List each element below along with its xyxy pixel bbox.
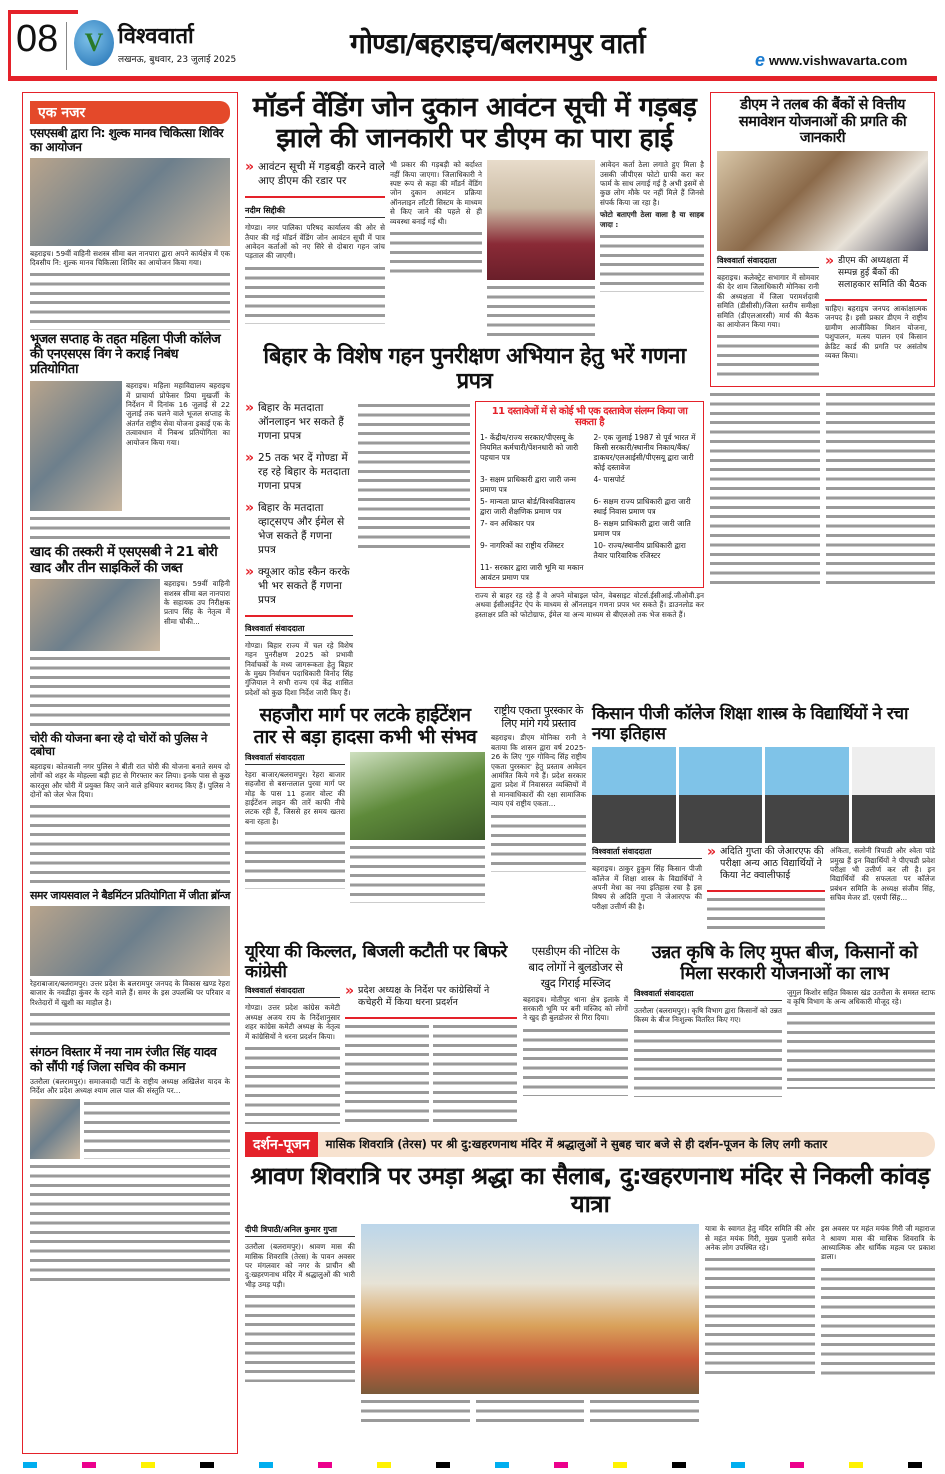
student-photo bbox=[852, 747, 936, 843]
text-lines bbox=[476, 1397, 585, 1425]
text-lines bbox=[717, 332, 819, 382]
documents-list bbox=[480, 433, 699, 583]
box-title: 11 दस्तावेजों में से कोई भी एक दस्तावेज संलग्न किया जा सकता है bbox=[491, 405, 688, 429]
document-item: 8- सक्षम प्राधिकारी द्वारा जारी जाति प्रमाण पत्र bbox=[593, 518, 691, 538]
bullet-point: » अदिति गुप्ता की जेआरएफ की परीक्षा अन्य आठ विद्यार्थियों ने किया नेट क्वालीफाई bbox=[707, 844, 824, 882]
camp-photo bbox=[30, 158, 230, 246]
bullet-point: » प्रदेश अध्यक्ष के निर्देश पर कांग्रेसियों ने कचेहरी में किया धरना प्रदर्शन bbox=[345, 985, 517, 1009]
headline bbox=[634, 943, 935, 984]
headline-line: उन्नत कृषि के लिए मुफ्त बीज, किसानों को bbox=[651, 942, 918, 964]
headline: यूरिया की किल्लत, बिजली कटौती पर बिफरे कांग्रेसी bbox=[245, 942, 507, 982]
document-item: 10- राज्य/स्थानीय प्राधिकारी द्वारा तैयार पारिवारिक रजिस्टर bbox=[593, 540, 686, 560]
text-lines bbox=[30, 654, 230, 729]
document-item: 6- सक्षम राज्य प्राधिकारी द्वारा जारी स्थाई निवास प्रमाण पत्र bbox=[593, 496, 691, 516]
article-text: उतरौला (बलरामपुर)। समाजवादी पार्टी के राष्ट्रीय अध्यक्ष अखिलेश यादव के निर्देश और प्रदेश अध्यक्ष श्याम लाल पाल की संस्तुति पर... bbox=[30, 1076, 230, 1096]
text-lines bbox=[600, 232, 704, 292]
masthead-divider bbox=[8, 76, 937, 81]
bullet-text: प्रदेश अध्यक्ष के निर्देश पर कांग्रेसियों ने कचेहरी में किया धरना प्रदर्शन bbox=[358, 985, 490, 1009]
bullet-text: बिहार के मतदाता व्हाट्सएप और ईमेल से भेज सकते हैं गणना प्रपत्र bbox=[258, 501, 345, 556]
section-tag: एक नजर bbox=[30, 101, 230, 124]
bullet-text: क्यूआर कोड स्कैन करके भी भर सकते हैं गणना प्रपत्र bbox=[258, 565, 350, 606]
dateline: लखनऊ, बुधवार, 23 जुलाई 2025 bbox=[118, 55, 237, 65]
headline-line: तार से बड़ा हादसा कभी भी संभव bbox=[253, 725, 477, 748]
article-text: रेहरा बाजार/बलरामपुर। रेहरा बाजार सहजौरा से बसन्तलाल पुरवा मार्ग पर मोड़ के पास 11 हजार वोल्ट की हाईटेंशन लाइन की तारें काफी नीचे लटक रही हैं, जिससे हर समय खतरा बना रहता है। bbox=[245, 769, 345, 826]
main-area bbox=[245, 92, 935, 1425]
bullet-point: » 25 तक भर दें गोण्डा में रह रहे बिहार के मतदाता गणना प्रपत्र bbox=[245, 451, 353, 493]
headline: चोरी की योजना बना रहे दो चोरों को पुलिस ने दबोचा bbox=[30, 731, 207, 759]
website-link[interactable] bbox=[755, 50, 907, 71]
headline: डीएम ने तलब की बैंकों से वित्तीय समावेशन योजनाओं की प्रगति की जानकारी bbox=[738, 97, 907, 147]
bullet-text: डीएम की अध्यक्षता में सम्पन्न हुई बैंकों की सलाहकार समिति की बैठक bbox=[838, 256, 927, 291]
headline: भूजल सप्ताह के तहत महिला पीजी कॉलेज की एनएसएस विंग ने कराई निबंध प्रतियोगिता bbox=[30, 332, 221, 378]
headline bbox=[245, 705, 485, 749]
article-text: आवेदन कर्ता ठेला लगाते हुए मिला है उसकी जीपीएस फोटो ग्राफी करा कर फार्म के साथ लगाई गई है अभी इसमें से कुछ लोग मौके पर नहीं मिले हैं जिनसे संपर्क किया जा रहा है। bbox=[600, 160, 704, 207]
text-lines bbox=[30, 1162, 230, 1282]
section-strap bbox=[245, 1132, 935, 1157]
document-item: 11- सरकार द्वारा जारी भूमि या मकान आवंटन प्रमाण पत्र bbox=[480, 562, 584, 582]
article-text: बहराइच। ठाकुर हुकुम सिंह किसान पीजी कॉलेज में शिक्षा शास्त्र के विद्यार्थियों ने अपनी मेधा का नया इतिहास रचा है इस विषय से अदिति गुप्ता ने जेआरएफ की परीक्षा उत्तीर्ण की है। bbox=[592, 864, 702, 911]
bullet-text: 25 तक भर दें गोण्डा में रह रहे बिहार के मतदाता गणना प्रपत्र bbox=[258, 451, 350, 492]
bullet-text: आवंटन सूची में गड़बड़ी करने वाले आए डीएम की रडार पर bbox=[258, 161, 385, 188]
text-lines bbox=[390, 229, 482, 279]
headline: एसडीएम की नोटिस के बाद लोगों ने बुलडोजर से खुद गिराई मस्जिद bbox=[528, 944, 623, 991]
text-lines bbox=[30, 514, 230, 542]
article-text: यात्रा के स्वागत हेतु मंदिर समिति की ओर से महंत मयंक गिरी, मुख्य पुजारी समेत अनेक लोग उपस्थित रहे। bbox=[705, 1224, 815, 1252]
logo-letter: V bbox=[84, 28, 104, 57]
headline: राष्ट्रीय एकता पुरस्कार के लिए मांगे गये प्रस्ताव bbox=[494, 704, 583, 730]
portrait-photo bbox=[30, 1099, 80, 1159]
byline: नदीम सिद्दीकी bbox=[245, 205, 385, 218]
text-lines bbox=[491, 812, 586, 872]
text-lines bbox=[821, 1265, 935, 1375]
strap-text: मासिक शिवरात्रि (तेरस) पर श्री दु:खहरणनाथ मंदिर में श्रद्धालुओं ने सुबह चार बजे से ही दर्शन-पूजन के लिए लगी कतार bbox=[325, 1136, 828, 1151]
row-lower bbox=[245, 943, 935, 1124]
document-item: 4- पासपोर्ट bbox=[593, 474, 625, 484]
bullet-point: » क्यूआर कोड स्कैन करके भी भर सकते हैं गणना प्रपत्र bbox=[245, 565, 353, 607]
student-photos bbox=[592, 747, 935, 843]
print-registration-bar bbox=[0, 1462, 945, 1470]
article-text: उतरौला (बलरामपुर)। श्रावण मास की मासिक शिवरात्रि (तेरस) के पावन अवसर पर मंगलवार को नगर के प्राचीन श्री दु:खहरणनाथ मंदिर में श्रद्धालुओं की भारी भीड़ उमड़ पड़ी। bbox=[245, 1242, 355, 1289]
article-text: गोण्डा। उत्तर प्रदेश कांग्रेस कमेटी अध्यक्ष अजय राय के निर्देशानुसार शहर कांग्रेस कमेटी अध्यक्ष के नेतृत्व में कांग्रेसियों ने धरना प्रदर्शन किया। bbox=[245, 1003, 340, 1041]
headline-line: मॉडर्न वेंडिंग जोन दुकान आवंटन सूची में गड़बड़ bbox=[252, 92, 697, 123]
browser-icon: e bbox=[755, 50, 766, 70]
bullet-point: » डीएम की अध्यक्षता में सम्पन्न हुई बैंकों की सलाहकार समिति की बैठक bbox=[825, 253, 927, 291]
headline-line: मिला सरकारी योजनाओं का लाभ bbox=[680, 962, 889, 984]
byline: विश्ववार्ता संवाददाता bbox=[634, 988, 782, 1001]
bullet-point: » बिहार के मतदाता व्हाट्सएप और ईमेल से भेज सकते हैं गणना प्रपत्र bbox=[245, 501, 353, 557]
byline: विश्ववार्ता संवाददाता bbox=[592, 846, 702, 859]
text-lines bbox=[523, 1026, 628, 1096]
kanwar-yatra-photo bbox=[361, 1224, 699, 1394]
headline: समर जायसवाल ने बैडमिंटन प्रतियोगिता में जीता ब्रॉन्ज bbox=[30, 889, 230, 903]
text-lines bbox=[358, 401, 470, 551]
text-lines bbox=[826, 390, 936, 590]
bullet-text: अदिति गुप्ता की जेआरएफ की परीक्षा अन्य आठ विद्यार्थियों ने किया नेट क्वालीफाई bbox=[720, 846, 824, 882]
section-tag: दर्शन-पूजन bbox=[245, 1132, 318, 1157]
headline: बिहार के विशेष गहन पुनरीक्षण अभियान हेतु भरें गणना प्रपत्र bbox=[263, 344, 686, 395]
bullet-point: » बिहार के मतदाता ऑनलाइन भर सकते हैं गणना प्रपत्र bbox=[245, 401, 353, 443]
headline: खाद की तस्करी में एसएसबी ने 21 बोरी खाद और तीन साइकिलें की जब्त bbox=[30, 544, 218, 576]
divider bbox=[707, 890, 825, 892]
byline: विश्ववार्ता संवाददाता bbox=[245, 752, 345, 765]
seized-goods-photo bbox=[30, 579, 160, 651]
essay-competition-photo bbox=[30, 381, 122, 511]
hightension-wire-photo bbox=[350, 752, 485, 840]
subheading: फोटो बताएगी ठेला वाला है या साहब जादा : bbox=[600, 210, 704, 229]
headline-line: झाले की जानकारी पर डीएम का पारा हाई bbox=[276, 123, 673, 155]
article-text: बहराइच। कलेक्ट्रेट सभागार में सोमवार की देर शाम जिलाधिकारी मोनिका रानी की अध्यक्षता में जिला परामर्शदात्री समिति (डीसीसी)/जिला स्तरीय समीक्षा समिति (डीएलआरसी) मार्च की बैठक का आयोजन किया गया। bbox=[717, 273, 819, 330]
documents-list-box bbox=[475, 401, 704, 588]
article-text: उतरौला (बलरामपुर)। कृषि विभाग द्वारा किसानों को उन्नत किस्म के बीज निःशुल्क वितरित किए गए। bbox=[634, 1005, 782, 1024]
byline: दीपी त्रिपाठी/अनिल कुमार गुप्ता bbox=[245, 1224, 355, 1237]
meeting-photo bbox=[717, 151, 928, 251]
document-item: 2- एक जुलाई 1987 से पूर्व भारत में किसी सरकारी/स्थानीय निकाय/बैंक/डाकघर/एलआईसी/पीएसयू द्वारा जारी कोई दस्तावेज bbox=[593, 432, 696, 472]
article-text: चाहिए। बहराइच जनपद आकांक्षात्मक जनपद है। इसी प्रकार डीएम ने राष्ट्रीय ग्रामीण आजीविका मिशन योजना, पशुपालन, मत्स्य पालन एवं किसान क्रेडिट कार्ड की प्रगति पर असंतोष व्यक्त किया। bbox=[825, 304, 927, 361]
divider bbox=[245, 196, 385, 198]
article-text: बहराइच। महिला महाविद्यालय बहराइच में प्राचार्या प्रोफेसर प्रिया मुखर्जी के निर्देशन में दिनांक 16 जुलाई से 22 जुलाई तक चलने वाले भूजल सप्ताह के अंतर्गत राष्ट्रीय सेवा योजना इकाई एक के तत्वावधान में निबन्ध प्रतियोगिता का आयोजन किया गया। bbox=[126, 381, 230, 447]
row-top bbox=[245, 92, 935, 697]
headline: संगठन विस्तार में नया नाम रंजीत सिंह यादव को सौंपी गई जिला सचिव की कमान bbox=[30, 1044, 217, 1074]
article-text: रेहराबाजार/बलरामपुर। उत्तर प्रदेश के बलरामपुर जनपद के विकास खण्ड रेहरा बाजार के नवडीहा कुंवर के रहने वाले हैं। समर के इस उपलब्धि पर परिवार व रिश्तेदारों में खुशी का माहौल है। bbox=[30, 978, 230, 1007]
brand-logo bbox=[74, 20, 114, 66]
document-item: 7- वन अधिकार पत्र bbox=[480, 518, 535, 528]
headline: एसएसबी द्वारा नि: शुल्क मानव चिकित्सा शिविर का आयोजन bbox=[30, 126, 224, 154]
lead-headline bbox=[245, 92, 704, 154]
page-number: 08 bbox=[16, 18, 59, 60]
dm-portrait-photo bbox=[487, 160, 595, 280]
row-bottom bbox=[245, 1132, 935, 1425]
text-lines bbox=[30, 270, 230, 330]
article-text: अंकिता, सलोनी त्रिपाठी और श्वेता पांडे प्रमुख हैं इन विद्यार्थियों ने पीएचडी प्रवेश परीक्षा भी उत्तीर्ण कर ली है। इन विद्यार्थियों की सफलता पर कॉलेज प्रबंधन समिति के अध्यक्ष संजीव सिंह, सचिव मेजर डॉ. एसपी सिंह... bbox=[830, 846, 935, 903]
edition-title: गोण्डा/बहराइच/बलरामपुर वार्ता bbox=[350, 27, 645, 60]
left-column bbox=[22, 92, 238, 1454]
article-text: बहराइच। 59वीं वाहिनी सशस्त्र सीमा बल नानपारा द्वारा अपने कार्यक्षेत्र में एक दिवसीय नि: शुल्क मानव चिकित्सा शिविर का आयोजन किया गया। bbox=[30, 248, 230, 267]
text-lines bbox=[705, 1255, 815, 1375]
headline-line: सहजौरा मार्ग पर लटके हाईटेंशन bbox=[259, 704, 471, 727]
divider bbox=[345, 1017, 517, 1019]
divider bbox=[66, 22, 67, 70]
text-lines bbox=[707, 895, 825, 935]
bullet-point: » आवंटन सूची में गड़बड़ी करने वाले आए डीएम की रडार पर bbox=[245, 159, 385, 188]
text-lines bbox=[361, 1397, 470, 1425]
byline: विश्ववार्ता संवाददाता bbox=[245, 985, 340, 998]
text-lines bbox=[350, 843, 485, 903]
text-lines bbox=[245, 264, 385, 324]
document-item: 5- मान्यता प्राप्त बोर्ड/विश्वविद्यालय द्वारा जारी शैक्षणिक प्रमाण पत्र bbox=[480, 496, 576, 516]
article-text: बहराइच। 59वीं वाहिनी सशस्त्र सीमा बल नानपारा के सहायक उप निरीक्षक प्रताप सिंह के नेतृत्व में सीमा चौकी... bbox=[164, 579, 230, 626]
headline: किसान पीजी कॉलेज शिक्षा शास्त्र के विद्यार्थियों ने रचा नया इतिहास bbox=[592, 704, 908, 744]
headline: श्रावण शिवरात्रि पर उमड़ा श्रद्धा का सैलाब, दु:खहरणनाथ मंदिर से निकली कांवड़ यात्रा bbox=[250, 1161, 930, 1218]
student-photo bbox=[765, 747, 849, 843]
byline: विश्ववार्ता संवाददाता bbox=[717, 255, 819, 268]
text-lines bbox=[634, 1027, 782, 1097]
text-lines bbox=[245, 1292, 355, 1382]
student-photo bbox=[679, 747, 763, 843]
article-text: भी प्रकार की गड़बड़ी को बर्दाश्त नहीं किया जाएगा। जिलाधिकारी ने स्पष्ट रूप से कहा की मॉडर्न वेंडिंग जोन दुकान आवंटन प्रक्रिया ऑनलाइन लॉटरी सिस्टम के माध्यम से किए जाने की पहले से ही व्यवस्था बनाई गई थी। bbox=[390, 160, 482, 226]
text-lines bbox=[345, 1022, 429, 1122]
article-text: राज्य से बाहर रह रहे हैं वे अपने मोबाइल फोन, वेबसाइट वोटर्स.ईसीआई.जीओवी.इन अथवा ईसीआईनेट ऐप के माध्यम से ऑनलाइन गणना प्रपत्र भर सकते हैं। डाउनलोड कर हस्ताक्षर प्रति को फोटोग्राफ, ईमेल या अन्य माध्यम से बीएलओ तक भेज सकते हैं। bbox=[475, 590, 704, 619]
divider bbox=[825, 299, 927, 301]
brand-name: विश्ववार्ता bbox=[118, 24, 194, 49]
text-lines bbox=[590, 1397, 699, 1425]
text-lines bbox=[245, 829, 345, 889]
text-lines bbox=[30, 1010, 230, 1038]
article-text: बहराइच। कोतवाली नगर पुलिस ने बीती रात चोरी की योजना बनाते समय दो लोगों को शहर के मोहल्ला बड़ी हाट से गिरफ्तार कर लिया। इनके पास से कुछ कारतूस और चोरी में प्रयुक्त किए जाने वाले हथियार बरामद किए हैं। पुलिस ने दोनों को जेल भेज दिया। bbox=[30, 761, 230, 799]
article-text: बहराइच। मोतीपुर थाना क्षेत्र इलाके में सरकारी भूमि पर बनी मस्जिद को लोगों ने खुद ही बुलडोजर से गिरा दिया। bbox=[523, 994, 628, 1023]
article-text: गोण्डा। बिहार राज्य में चल रहे विशेष गहन पुनरीक्षण 2025 को प्रभावी निर्वाचकों के मध्य जागरूकता हेतु बिहार के मुख्य निर्वाचन पदाधिकारी विनोद सिंह गुंजियाल ने सभी राज्य एवं केंद्र शासित प्रदेशों को कुछ दिशा निर्देश जारी किए हैं। bbox=[245, 640, 353, 697]
divider bbox=[245, 615, 353, 617]
text-lines bbox=[710, 390, 820, 590]
article-text: जुगुल किशोर सहित विकास खंड उतरौला के समस्त स्टाफ व कृषि विभाग के अन्य अधिकारी मौजूद रहे। bbox=[787, 987, 935, 1006]
text-lines bbox=[487, 283, 595, 338]
website-url[interactable]: www.vishwavarta.com bbox=[769, 53, 908, 68]
document-item: 1- केंद्रीय/राज्य सरकार/पीएसयू के नियमित कर्मचारी/पेंशनधारी को जारी पहचान पत्र bbox=[480, 432, 579, 462]
article-text: बहराइच। डीएम मोनिका रानी ने बताया कि शासन द्वारा वर्ष 2025-26 के लिए 'गुरु गोविन्द सिंह राष्ट्रीय एकता पुरस्कार' हेतु प्रस्ताव आवेदन आमंत्रित किये गये हैं। प्रदेश सरकार द्वारा प्रदेश में निवासरत व्यक्तियों में से मानवाधिकारों की रक्षा सामाजिक न्याय एवं राष्ट्रीय एकता... bbox=[491, 733, 586, 809]
right-story-box bbox=[710, 92, 935, 387]
text-lines bbox=[30, 802, 230, 887]
text-lines bbox=[245, 1044, 340, 1124]
text-lines bbox=[84, 1099, 230, 1159]
badminton-photo bbox=[30, 906, 230, 976]
document-item: 9- नागरिकों का राष्ट्रीय रजिस्टर bbox=[480, 540, 564, 550]
article-text: इस अवसर पर महंत मयंक गिरी जी महाराज ने श्रावण मास की मासिक शिवरात्रि के आध्यात्मिक और धार्मिक महत्व पर प्रकाश डाला। bbox=[821, 1224, 935, 1262]
byline: विश्ववार्ता संवाददाता bbox=[245, 623, 353, 636]
text-lines bbox=[433, 1022, 517, 1122]
text-lines bbox=[787, 1009, 935, 1089]
bullet-text: बिहार के मतदाता ऑनलाइन भर सकते हैं गणना प्रपत्र bbox=[258, 401, 344, 442]
article-text: गोण्डा। नगर पालिका परिषद कार्यालय की ओर से तैयार की गई मॉडर्न वेंडिंग जोन आवंटन सूची में पात्र आवेदन कर्ताओं को नए सिरे से दोबारा गहन जांच पड़ताल की जाएगी। bbox=[245, 223, 385, 261]
student-photo bbox=[592, 747, 676, 843]
row-middle bbox=[245, 705, 935, 935]
document-item: 3- सक्षम प्राधिकारी द्वारा जारी जन्म प्रमाण पत्र bbox=[480, 474, 577, 494]
